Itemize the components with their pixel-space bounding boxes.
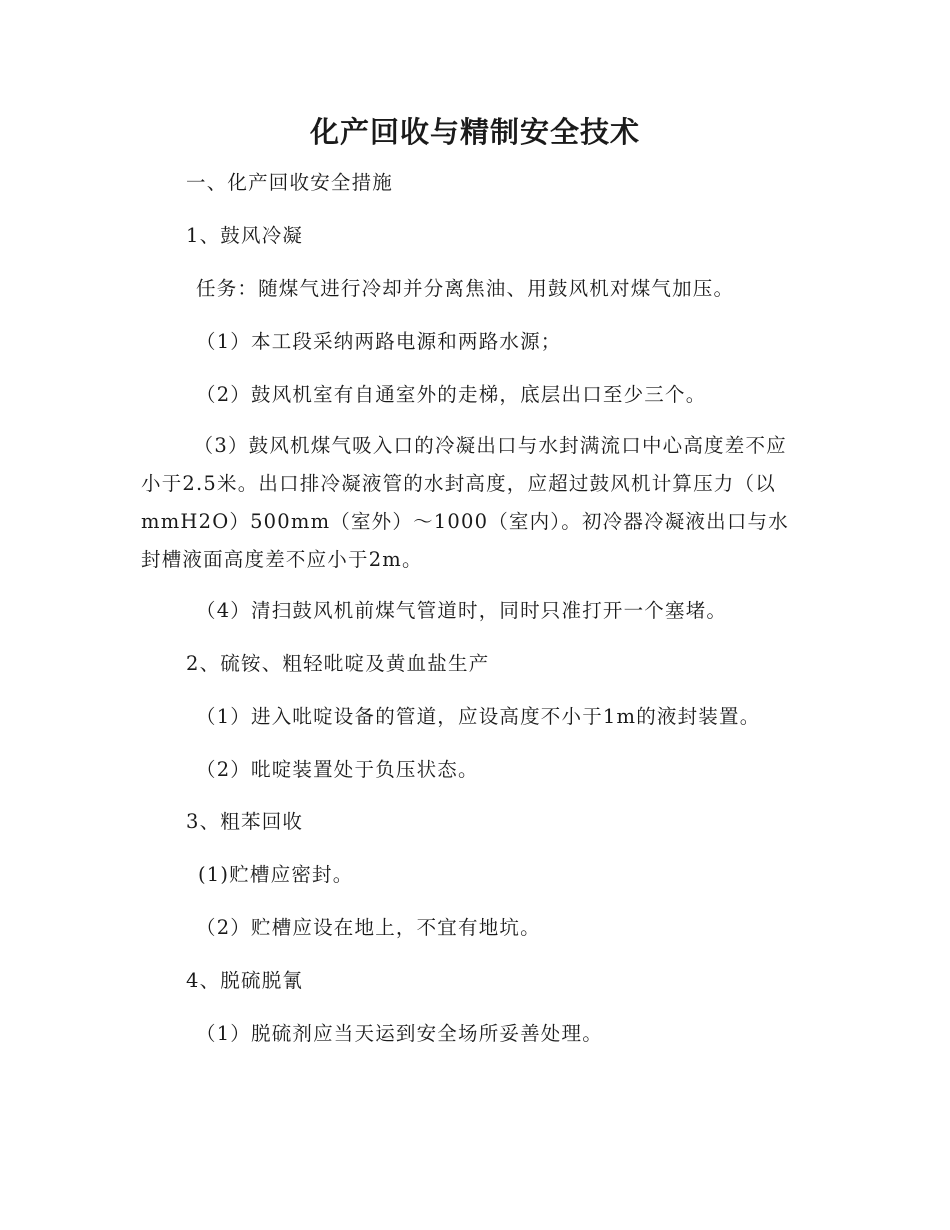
list-item-2-2: （2）吡啶装置处于负压状态。	[196, 758, 479, 781]
subsection-heading-2: 2、硫铵、粗轻吡啶及黄血盐生产	[186, 652, 490, 675]
list-item-2-1: （1）进入吡啶设备的管道，应设高度不小于1m的液封装置。	[196, 705, 761, 728]
list-item-1-4: （4）清扫鼓风机前煤气管道时，同时只准打开一个塞堵。	[196, 599, 728, 622]
page-title: 化产回收与精制安全技术	[309, 115, 640, 149]
subsection-heading-4: 4、脱硫脱氰	[186, 969, 304, 992]
list-item-3-2: （2）贮槽应设在地上，不宜有地坑。	[196, 916, 541, 939]
section-heading-1: 一、化产回收安全措施	[186, 171, 394, 194]
task-line: 任务：随煤气进行冷却并分离焦油、用鼓风机对煤气加压。	[196, 277, 735, 300]
subsection-heading-1: 1、鼓风冷凝	[186, 224, 304, 247]
list-item-3-1: (1)贮槽应密封。	[198, 863, 354, 886]
list-item-1-2: （2）鼓风机室有自通室外的走梯，底层出口至少三个。	[196, 383, 707, 406]
list-item-1-3-paragraph: （3）鼓风机煤气吸入口的冷凝出口与水封满流口中心高度差不应小于2.5米。出口排冷凝液管的水封高度，应超过鼓风机计算压力（以mmH2O）500mm（室外）～1000（室内）。初冷器冷凝液出口与水封槽液面高度差不应小于2m。	[141, 434, 789, 571]
list-item-4-1: （1）脱硫剂应当天运到安全场所妥善处理。	[196, 1022, 603, 1045]
list-item-1-1: （1）本工段采纳两路电源和两路水源；	[196, 330, 562, 353]
subsection-heading-3: 3、粗苯回收	[186, 810, 304, 833]
